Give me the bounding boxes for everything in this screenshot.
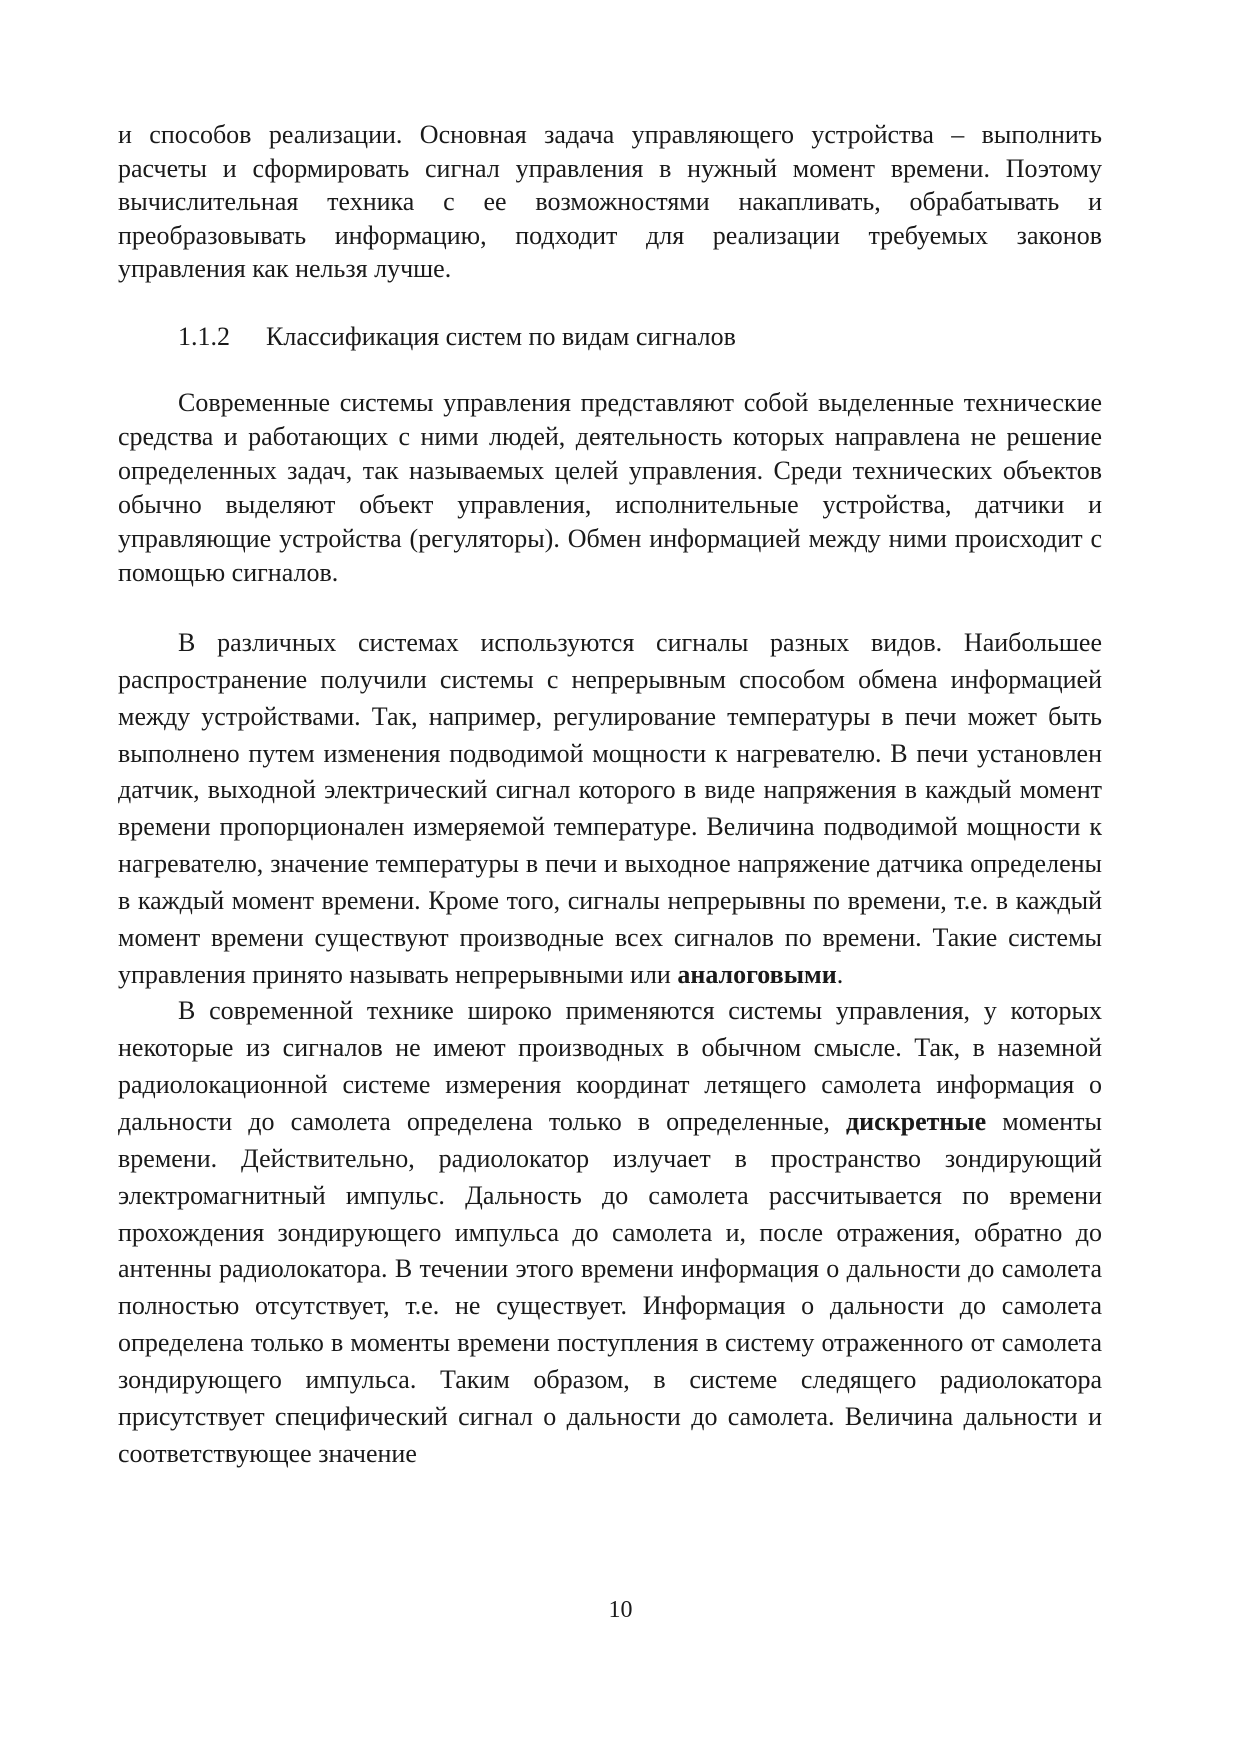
page-number: 10 bbox=[608, 1597, 633, 1623]
term-analog: аналоговыми bbox=[677, 959, 837, 989]
continuation-paragraph: и способов реализации. Основная задача управляющего устройства – выполнить расчеты и сформировать сигнал управления в нужный момент времени. Поэтому вычислительная техника с ее возможностями накапливать, обрабатывать и преобразовывать информацию, подходит для реализации требуемых законов управления как нельзя лучше. bbox=[118, 120, 1102, 284]
section-title: Классификация систем по видам сигналов bbox=[266, 322, 736, 351]
paragraph-analog-text: В различных системах используются сигналы разных видов. Наибольшее распространение получили системы с непрерывным способом обмена информацией между устройствами. Так, например, регулирование температуры в печи может быть выполнено путем изменения подводимой мощности к нагревателю. В печи установлен датчик, выходной электрический сигнал которого в виде напряжения в каждый момент времени пропорционален измеряемой температуре. Величина подводимой мощности к нагревателю, значение температуры в печи и выходное напряжение датчика определены в каждый момент времени. Кроме того, сигналы непрерывны по времени, т.е. в каждый момент времени существуют производные всех сигналов по времени. Такие системы управления принято называть непрерывными или bbox=[118, 628, 1102, 989]
paragraph-analog-signals bbox=[118, 625, 1102, 993]
paragraph-discrete-text: В современной технике широко применяются системы управления, у которых некоторые из сигналов не имеют производных в обычном смысле. Так, в наземной радиолокационной системе измерения координат летящего самолета информация о дальности до самолета определена только в определенные, bbox=[118, 996, 1102, 1136]
section-heading bbox=[178, 320, 736, 354]
paragraph-analog-end: . bbox=[836, 959, 844, 989]
paragraph-control-systems: Современные системы управления представляют собой выделенные технические средства и работающих с ними людей, деятельность которых направлена не решение определенных задач, так называемых целей управления. Среди технических объектов обычно выделяют объект управления, исполнительные устройства, датчики и управляющие устройства (регуляторы). Обмен информацией между ними происходит с помощью сигналов. bbox=[118, 388, 1102, 587]
paragraph-discrete-rest: моменты времени. Действительно, радиолокатор излучает в пространство зондирующий электромагнитный импульс. Дальность до самолета рассчитывается по времени прохождения зондирующего импульса до самолета и, после отражения, обратно до антенны радиолокатора. В течении этого времени информация о дальности до самолета полностью отсутствует, т.е. не существует. Информация о дальности до самолета определена только в моменты времени поступления в систему отраженного от самолета зондирующего импульса. Таким образом, в системе следящего радиолокатора присутствует специфический сигнал о дальности до самолета. Величина дальности и соответствующее значение bbox=[118, 1106, 1103, 1468]
paragraphs-signals bbox=[118, 625, 1102, 1472]
section-number: 1.1.2 bbox=[178, 322, 230, 351]
paragraph-discrete-signals bbox=[118, 993, 1102, 1472]
term-discrete: дискретные bbox=[845, 1106, 987, 1136]
